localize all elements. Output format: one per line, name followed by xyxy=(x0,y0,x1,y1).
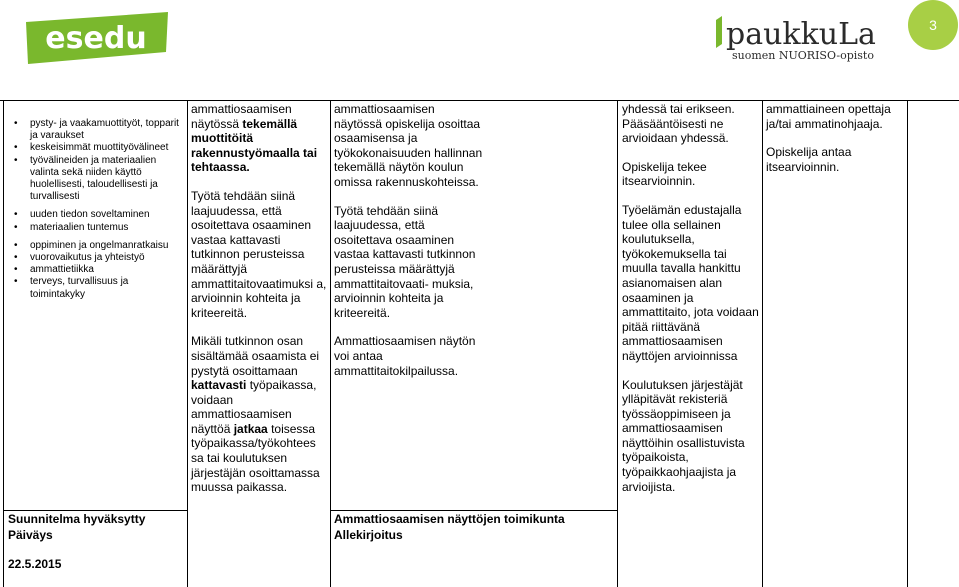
col-border xyxy=(762,100,763,587)
paragraph: Koulutuksen järjestäjät ylläpitävät rekisteriä työssäoppimiseen ja ammattiosaamisen näyttöihin osallistuvista työpaikoista, työpaikkaohjaajista ja arvioijista. xyxy=(622,377,745,494)
row-border xyxy=(330,510,617,511)
col-border xyxy=(3,100,4,587)
list-item: • ammattietiikka xyxy=(14,264,186,276)
plan-approved-label: Suunnitelma hyväksytty xyxy=(8,512,146,526)
paukkula-logo-text: paukkuLa xyxy=(726,17,876,52)
date-label: Päiväys xyxy=(8,528,53,542)
workplace-demo-column xyxy=(191,102,331,509)
list-item: • materiaalien tuntemus xyxy=(14,222,186,234)
list-item: • uuden tiedon soveltaminen xyxy=(14,209,186,221)
paragraph: Opiskelija antaa itsearvioinnin. xyxy=(766,145,852,174)
paragraph: Työtä tehdään siinä laajuudessa, että osoitettava osaaminen vastaa kattavasti tutkinnon perusteissa määrättyjä ammattitaitovaatimuksi a, arvioinnin kohteita ja kriteereitä. xyxy=(191,188,327,320)
bold-text: tekemällä muottitöitä rakennustyömaalla tai tehtaassa. xyxy=(191,116,318,175)
col-border xyxy=(187,100,188,587)
committee-title: Ammattiosaamisen näyttöjen toimikunta xyxy=(334,512,565,526)
list-item: • terveys, turvallisuus ja toimintakyky xyxy=(14,276,186,300)
assessment-column xyxy=(622,102,762,508)
teacher-column xyxy=(766,102,908,188)
date-value: 22.5.2015 xyxy=(8,557,62,571)
signature-label: Allekirjoitus xyxy=(334,528,403,542)
paragraph xyxy=(191,102,331,175)
paragraph: Ammattiosaamisen näytön voi antaa ammattitaitokilpailussa. xyxy=(334,334,476,378)
paukkula-logo-subtext: suomen NUORISO-opisto xyxy=(732,49,874,62)
paukkula-logo xyxy=(712,14,892,62)
paragraph xyxy=(191,334,331,495)
esedu-logo xyxy=(22,12,172,64)
list-item: • keskeisimmät muottityövälineet xyxy=(14,142,186,154)
bold-text: jatkaa xyxy=(233,421,268,436)
list-item: • pysty- ja vaakamuottityöt, topparit ja varaukset xyxy=(14,118,186,142)
text-span: ammattiosaamisen näytössä xyxy=(191,102,292,131)
text-span: toisessa työpaikassa/työkohtees sa tai koulutuksen järjestäjän osoittamassa muussa paikassa. xyxy=(191,421,320,495)
table-top-border xyxy=(0,100,959,101)
text-span: työpaikassa, voidaan ammattiosaamisen näyttöä xyxy=(191,378,317,436)
col-border xyxy=(617,100,618,587)
competence-list xyxy=(14,118,186,301)
paragraph: yhdessä tai erikseen. Pääsääntöisesti ne arvioidaan yhdessä. xyxy=(622,102,735,146)
row-border xyxy=(3,510,187,511)
paragraph: Opiskelija tekee itsearvioinnin. xyxy=(622,159,707,189)
list-item: • työvälineiden ja materiaalien valinta sekä niiden käyttö huolellisesti, taloudellisesti ja turvallisesti xyxy=(14,155,186,204)
page-number-badge: 3 xyxy=(908,0,958,50)
school-demo-column xyxy=(334,102,484,392)
list-item: • vuorovaikutus ja yhteistyö xyxy=(14,252,186,264)
bold-text: kattavasti xyxy=(191,378,247,393)
text-span: Mikäli tutkinnon osan sisältämää osaamista ei pystytä osoittamaan xyxy=(191,334,320,378)
list-item: • oppiminen ja ongelmanratkaisu xyxy=(14,240,186,252)
paragraph: Työtä tehdään siinä laajuudessa, että osoitettava osaaminen vastaa kattavasti tutkinnon perusteissa määrättyjä ammattitaitovaati- muksia, arvioinnin kohteita ja kriteereitä. xyxy=(334,203,476,320)
paragraph: Työelämän edustajalla tulee olla sellainen koulutuksella, työkokemuksella tai muulla tavalla hankittu asianomaisen alan osaaminen ja ammattitaito, jota voidaan pitää riittävänä ammattiosaamisen näyttöjen arvioinnissa xyxy=(622,202,759,363)
paragraph: ammattiosaamisen näytössä opiskelija osoittaa osaamisensa ja työkokonaisuuden hallinnan tekemällä näytön koulun omissa rakennuskohteissa. xyxy=(334,102,483,189)
esedu-logo-text: esedu xyxy=(45,21,147,56)
paragraph: ammattiaineen opettaja ja/tai ammatinohjaaja. xyxy=(766,102,891,131)
